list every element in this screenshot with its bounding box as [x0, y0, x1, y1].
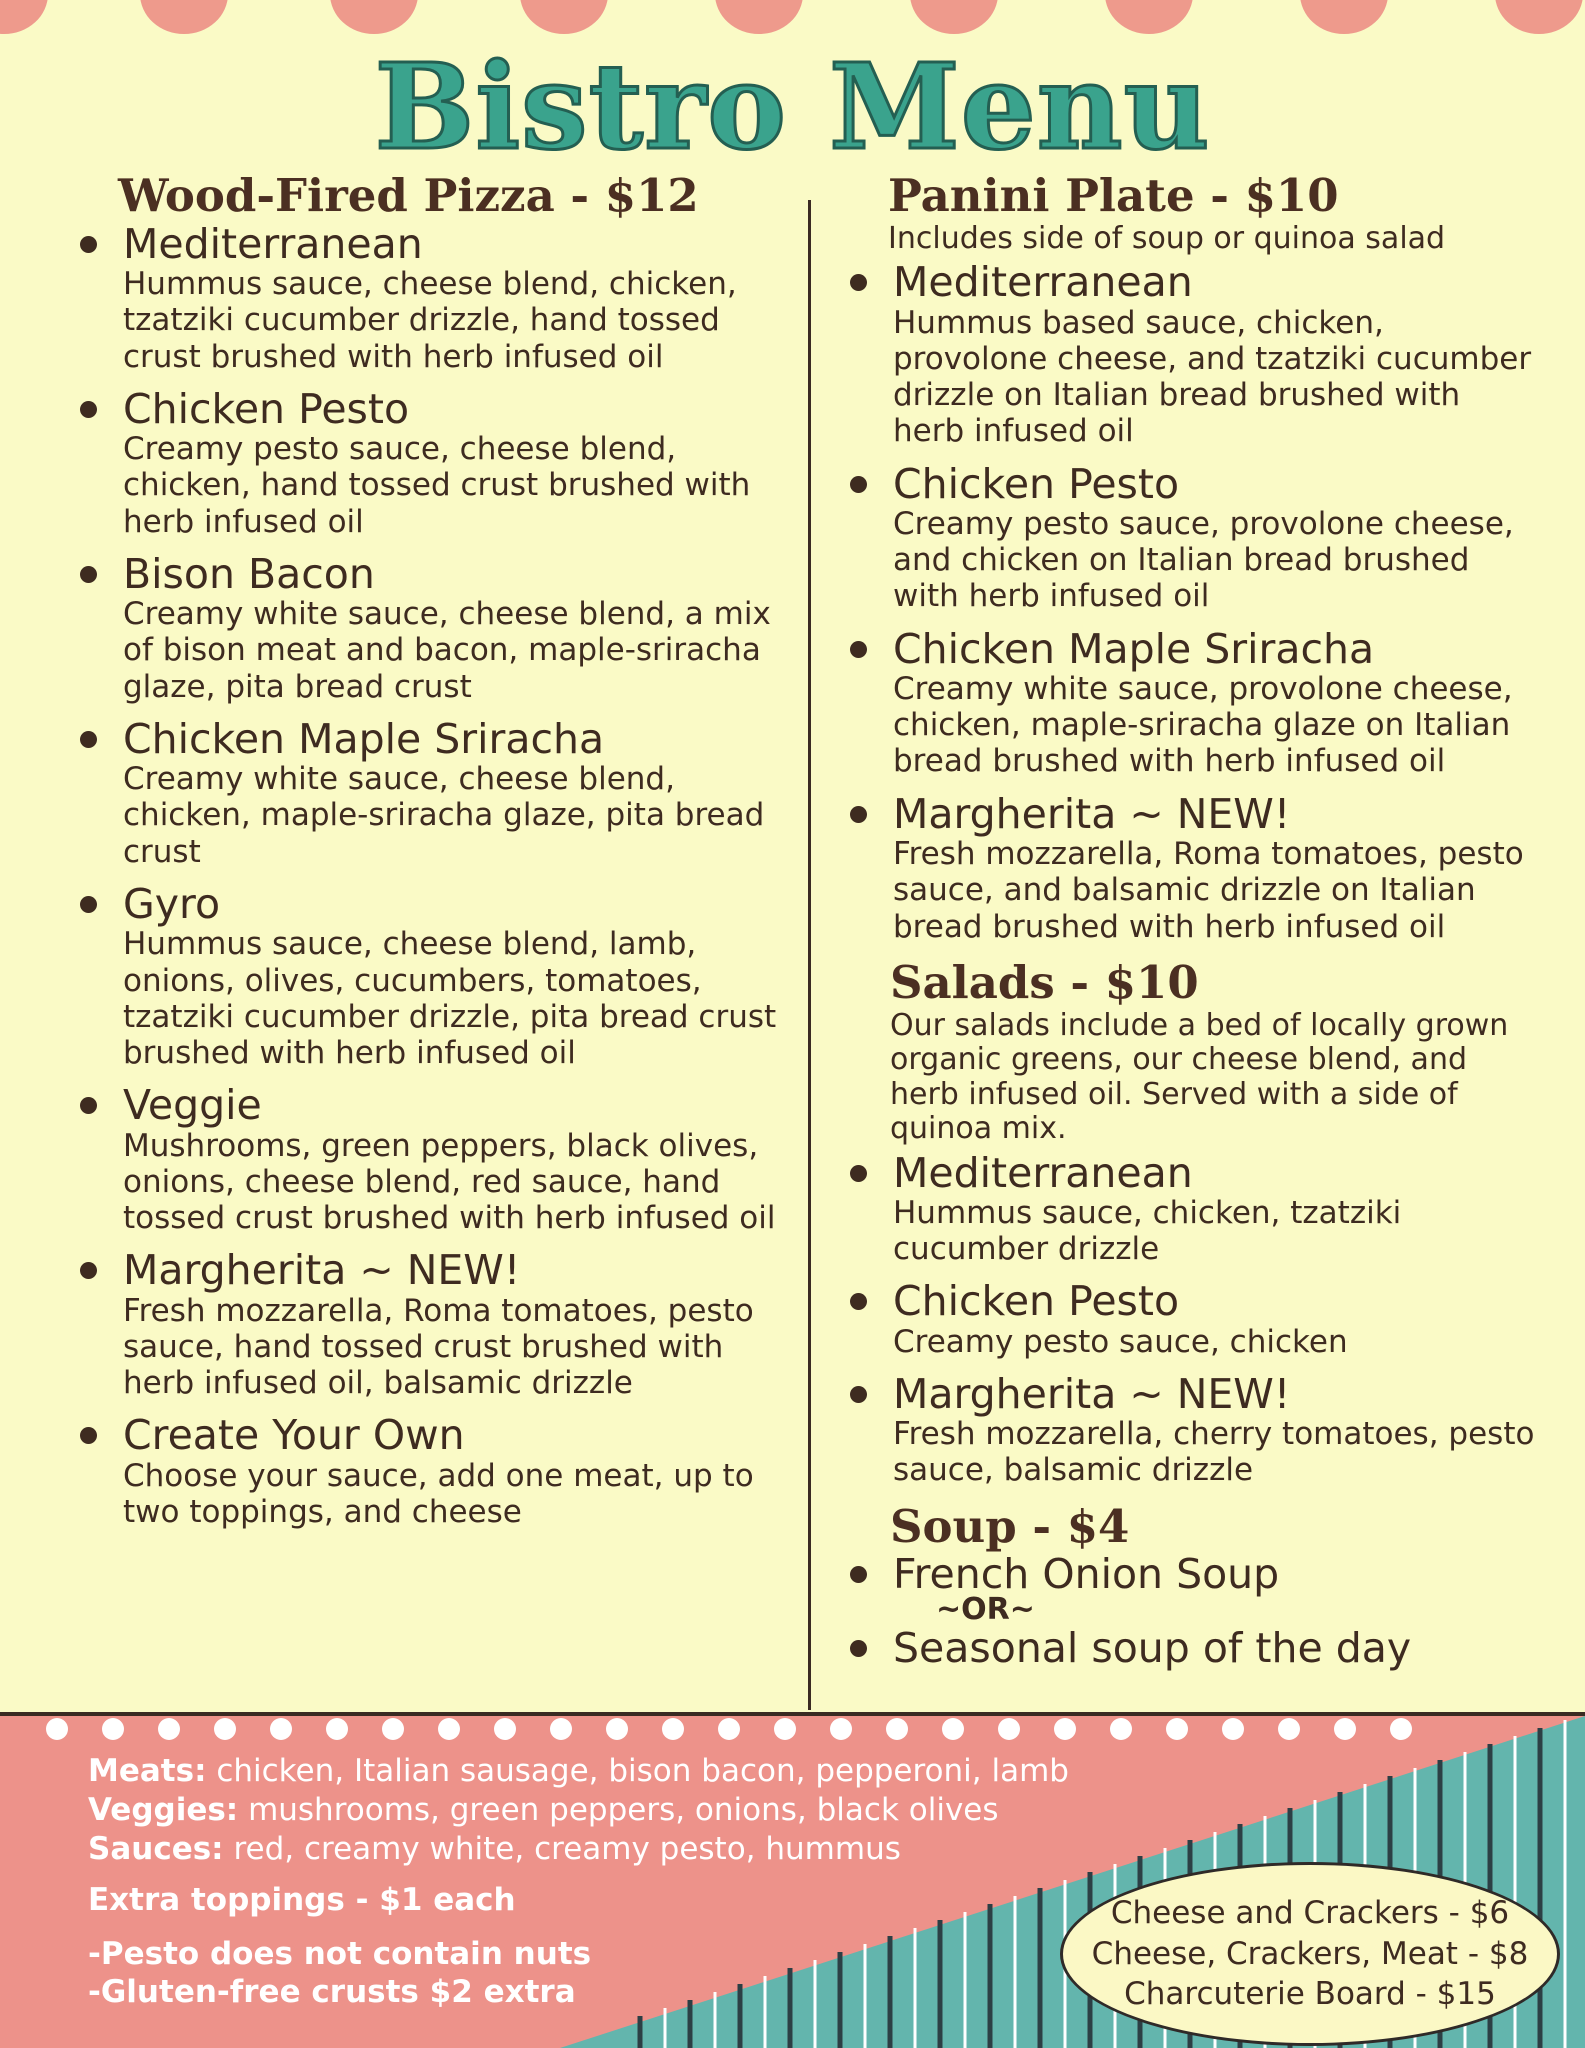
- decorative-dot: [1105, 0, 1193, 34]
- bullet-icon: [850, 1293, 867, 1310]
- soup-or-separator: ~OR~: [936, 1591, 1035, 1627]
- panini-item-mediterranean: [848, 260, 1538, 449]
- decorative-dot: [270, 1718, 292, 1740]
- pizza-list: [78, 219, 778, 1531]
- decorative-dot: [998, 1718, 1020, 1740]
- item-description: Creamy pesto sauce, chicken: [893, 1323, 1348, 1360]
- bullet-icon: [80, 1427, 97, 1444]
- item-name: Chicken Pesto: [893, 459, 1180, 508]
- decorative-dot: [438, 1718, 460, 1740]
- item-name: Margherita ~ NEW!: [123, 1246, 521, 1295]
- pizza-column: [78, 170, 778, 1542]
- item-name: French Onion Soup: [893, 1550, 1280, 1599]
- right-column: [848, 170, 1538, 1682]
- top-scallop-dots: [0, 0, 1585, 40]
- snacks-oval: [1060, 1862, 1560, 2046]
- item-name: Mediterranean: [893, 258, 1193, 307]
- decorative-dot: [830, 1718, 852, 1740]
- decorative-dot: [910, 0, 998, 34]
- decorative-dot: [715, 0, 803, 34]
- salads-heading: Salads - $10: [890, 955, 1199, 1009]
- item-description: Creamy white sauce, cheese blend, chicken, maple-sriracha glaze, pita bread crust: [123, 761, 765, 870]
- soup-item-seasonal: [848, 1623, 1538, 1672]
- meats-line: [88, 1752, 1188, 1791]
- item-description: Hummus based sauce, chicken, provolone cheese, and tzatziki cucumber drizzle on Italian bread brushed with herb infused oil: [893, 304, 1532, 450]
- decorative-dot: [774, 1718, 796, 1740]
- item-description: Hummus sauce, cheese blend, chicken, tzatziki cucumber drizzle, hand tossed crust brushed with herb infused oil: [123, 266, 737, 375]
- decorative-dot: [942, 1718, 964, 1740]
- soup-list: [848, 1550, 1538, 1599]
- gluten-free-note: -Gluten-free crusts $2 extra: [88, 1974, 576, 2011]
- decorative-dot: [1278, 1718, 1300, 1740]
- bullet-icon: [850, 274, 867, 291]
- bullet-icon: [80, 1262, 97, 1279]
- bullet-icon: [80, 731, 97, 748]
- item-name: Margherita ~ NEW!: [893, 1369, 1291, 1418]
- item-description: Creamy pesto sauce, provolone cheese, and chicken on Italian bread brushed with herb infused oil: [893, 505, 1514, 615]
- bullet-icon: [850, 806, 867, 823]
- item-description: Hummus sauce, cheese blend, lamb, onions, olives, cucumbers, tomatoes, tzatziki cucumber drizzle, pita bread crust brushed with herb infused oil: [123, 926, 777, 1072]
- pizza-item-chicken-maple-sriracha: [78, 714, 778, 870]
- item-description: Choose your sauce, add one meat, up to two toppings, and cheese: [123, 1457, 754, 1530]
- decorative-dot: [520, 0, 608, 34]
- pizza-item-mediterranean: [78, 219, 778, 375]
- bullet-icon: [850, 1386, 867, 1403]
- item-name: Mediterranean: [123, 219, 423, 268]
- item-name: Bison Bacon: [123, 549, 375, 598]
- decorative-dot: [1110, 1718, 1132, 1740]
- panini-subtitle: Includes side of soup or quinoa salad: [888, 220, 1446, 256]
- panini-item-chicken-maple-sriracha: [848, 624, 1538, 780]
- soup-heading: Soup - $4: [890, 1499, 1130, 1553]
- item-name: Chicken Maple Sriracha: [893, 624, 1375, 673]
- item-description: Fresh mozzarella, cherry tomatoes, pesto sauce, balsamic drizzle: [893, 1416, 1535, 1489]
- pizza-item-veggie: [78, 1083, 778, 1236]
- item-description: Fresh mozzarella, Roma tomatoes, pesto sauce, and balsamic drizzle on Italian bread brushed with herb infused oil: [893, 835, 1524, 945]
- decorative-dot: [494, 1718, 516, 1740]
- decorative-dot: [382, 1718, 404, 1740]
- decorative-dot: [0, 0, 48, 34]
- item-name: Seasonal soup of the day: [893, 1623, 1412, 1672]
- panini-heading: Panini Plate - $10: [888, 169, 1339, 222]
- menu-title: Bistro Menu: [374, 37, 1211, 176]
- snack-cheese-crackers-meat: Cheese, Crackers, Meat - $8: [1091, 1935, 1529, 1972]
- decorative-dot: [140, 0, 228, 34]
- decorative-dot: [214, 1718, 236, 1740]
- decorative-dot: [550, 1718, 572, 1740]
- salad-item-chicken-pesto: [848, 1279, 1538, 1360]
- sauces-label: Sauces:: [88, 1830, 224, 1867]
- bullet-icon: [80, 1097, 97, 1114]
- pizza-heading: Wood-Fired Pizza - $12: [118, 169, 699, 222]
- bullet-icon: [850, 641, 867, 658]
- item-description: Mushrooms, green peppers, black olives, onions, cheese blend, red sauce, hand tossed crust brushed with herb infused oil: [123, 1127, 776, 1237]
- pizza-item-chicken-pesto: [78, 384, 778, 540]
- meats-label: Meats:: [88, 1753, 207, 1789]
- bullet-icon: [850, 1165, 867, 1182]
- panini-item-margherita: [848, 789, 1538, 945]
- pizza-item-create-your-own: [78, 1413, 778, 1530]
- decorative-dot: [1334, 1718, 1356, 1740]
- extra-toppings: Extra toppings - $1 each: [88, 1882, 516, 1919]
- bullet-icon: [80, 236, 97, 253]
- item-description: Creamy white sauce, provolone cheese, chicken, maple-sriracha glaze on Italian bread brushed with herb infused oil: [893, 670, 1513, 780]
- item-description: Fresh mozzarella, Roma tomatoes, pesto sauce, hand tossed crust brushed with herb infused oil, balsamic drizzle: [123, 1292, 754, 1402]
- salad-item-mediterranean: [848, 1148, 1538, 1268]
- sauces-list: red, creamy white, creamy pesto, hummus: [233, 1830, 901, 1867]
- salads-subtitle: Our salads include a bed of locally grown organic greens, our cheese blend, and herb infused oil. Served with a side of quinoa mix.: [890, 1007, 1509, 1147]
- decorative-dot: [1390, 1718, 1412, 1740]
- salads-list: [848, 1148, 1538, 1489]
- item-name: Margherita ~ NEW!: [893, 789, 1291, 838]
- item-name: Chicken Maple Sriracha: [123, 714, 605, 763]
- veggies-line: [88, 1791, 1188, 1830]
- veggies-list: mushrooms, green peppers, onions, black olives: [248, 1791, 999, 1828]
- decorative-dot: [330, 0, 418, 34]
- bullet-icon: [850, 1566, 867, 1583]
- item-description: Creamy pesto sauce, cheese blend, chicken, hand tossed crust brushed with herb infused oil: [123, 431, 751, 540]
- bullet-icon: [850, 1640, 867, 1657]
- decorative-dot: [662, 1718, 684, 1740]
- item-description: Creamy white sauce, cheese blend, a mix of bison meat and bacon, maple-sriracha glaze, pita bread crust: [123, 596, 771, 705]
- item-name: Veggie: [123, 1081, 262, 1130]
- pizza-item-bison-bacon: [78, 549, 778, 705]
- decorative-dot: [1054, 1718, 1076, 1740]
- decorative-dot: [1300, 0, 1388, 34]
- item-description: Hummus sauce, chicken, tzatziki cucumber drizzle: [893, 1194, 1402, 1268]
- decorative-dot: [718, 1718, 740, 1740]
- salad-item-margherita: [848, 1369, 1538, 1489]
- soup-item-french-onion: [848, 1550, 1538, 1599]
- item-name: Mediterranean: [893, 1148, 1193, 1197]
- addons-section: [88, 1752, 1188, 2012]
- item-name: Chicken Pesto: [893, 1277, 1180, 1326]
- veggies-label: Veggies:: [88, 1791, 239, 1828]
- decorative-dot: [46, 1718, 68, 1740]
- pizza-item-margherita: [78, 1248, 778, 1401]
- item-name: Chicken Pesto: [123, 384, 410, 433]
- bullet-icon: [80, 401, 97, 418]
- panini-item-chicken-pesto: [848, 459, 1538, 615]
- pizza-item-gyro: [78, 882, 778, 1071]
- soup-list-2: [848, 1623, 1538, 1672]
- decorative-dot: [326, 1718, 348, 1740]
- snack-charcuterie-board: Charcuterie Board - $15: [1124, 1976, 1496, 2013]
- bullet-icon: [80, 896, 97, 913]
- bullet-icon: [80, 566, 97, 583]
- sauces-line: [88, 1830, 1188, 1869]
- decorative-dot: [1495, 0, 1583, 34]
- item-name: Gyro: [123, 880, 221, 928]
- decorative-dot: [1222, 1718, 1244, 1740]
- panini-list: [848, 260, 1538, 945]
- decorative-dot: [886, 1718, 908, 1740]
- decorative-dot: [606, 1718, 628, 1740]
- meats-list: chicken, Italian sausage, bison bacon, pepperoni, lamb: [216, 1753, 1069, 1789]
- decorative-dot: [158, 1718, 180, 1740]
- item-name: Create Your Own: [123, 1411, 465, 1460]
- snack-cheese-crackers: Cheese and Crackers - $6: [1110, 1894, 1510, 1931]
- bullet-icon: [850, 476, 867, 493]
- column-divider: [808, 200, 811, 1710]
- pesto-note: -Pesto does not contain nuts: [88, 1936, 592, 1973]
- decorative-dot: [1166, 1718, 1188, 1740]
- decorative-dot: [102, 1718, 124, 1740]
- white-dot-row: [0, 1714, 1585, 1744]
